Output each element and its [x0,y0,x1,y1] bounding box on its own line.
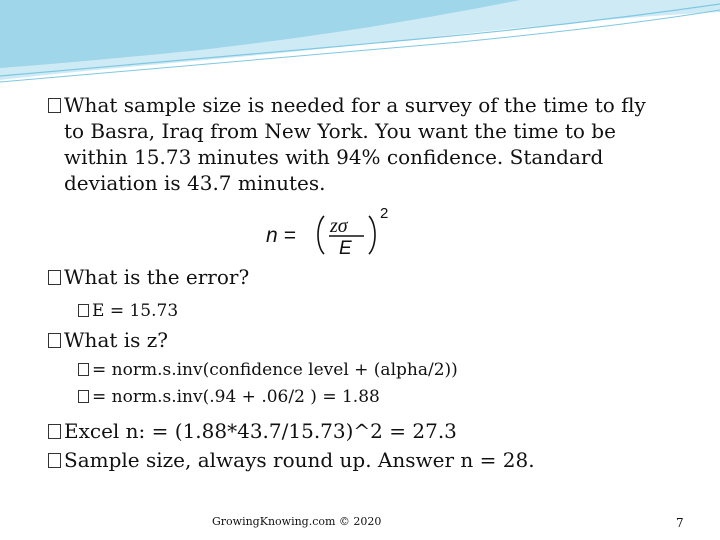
bullet-icon [48,270,61,285]
error-question: What is the error? [48,264,249,290]
question1-line-3: within 15.73 minutes with 94% confidence. Standard [64,145,604,169]
page-number: 7 [676,516,684,530]
error-answer: E = 15.73 [78,300,178,322]
bullet-icon [48,333,61,348]
sample-size-formula [266,202,396,258]
bullet-icon [78,304,89,317]
z-answer-1: = norm.s.inv(confidence level + (alpha/2)) [78,359,458,381]
bullet-icon [78,390,89,403]
header-wave-decoration [0,0,720,90]
answer-line: Sample size, always round up. Answer n = 28. [48,447,535,473]
bullet-icon [48,424,61,439]
question1-line-1: What sample size is needed for a survey of the time to fly [48,92,646,118]
formula-denominator: E [339,238,352,258]
formula-numerator: zσ [330,215,348,237]
bullet-icon [48,98,61,113]
z-question: What is z? [48,327,168,353]
formula-lhs: n = [266,224,296,247]
bullet-icon [78,363,89,376]
excel-line: Excel n: = (1.88*43.7/15.73)^2 = 27.3 [48,418,457,444]
bullet-icon [48,453,61,468]
z-answer-2: = norm.s.inv(.94 + .06/2 ) = 1.88 [78,386,380,408]
formula-exponent: 2 [380,205,389,222]
question1-line-4: deviation is 43.7 minutes. [64,171,326,195]
footer-site: GrowingKnowing.com © 2020 [212,515,382,528]
question1-line-2: to Basra, Iraq from New York. You want the time to be [64,119,616,143]
